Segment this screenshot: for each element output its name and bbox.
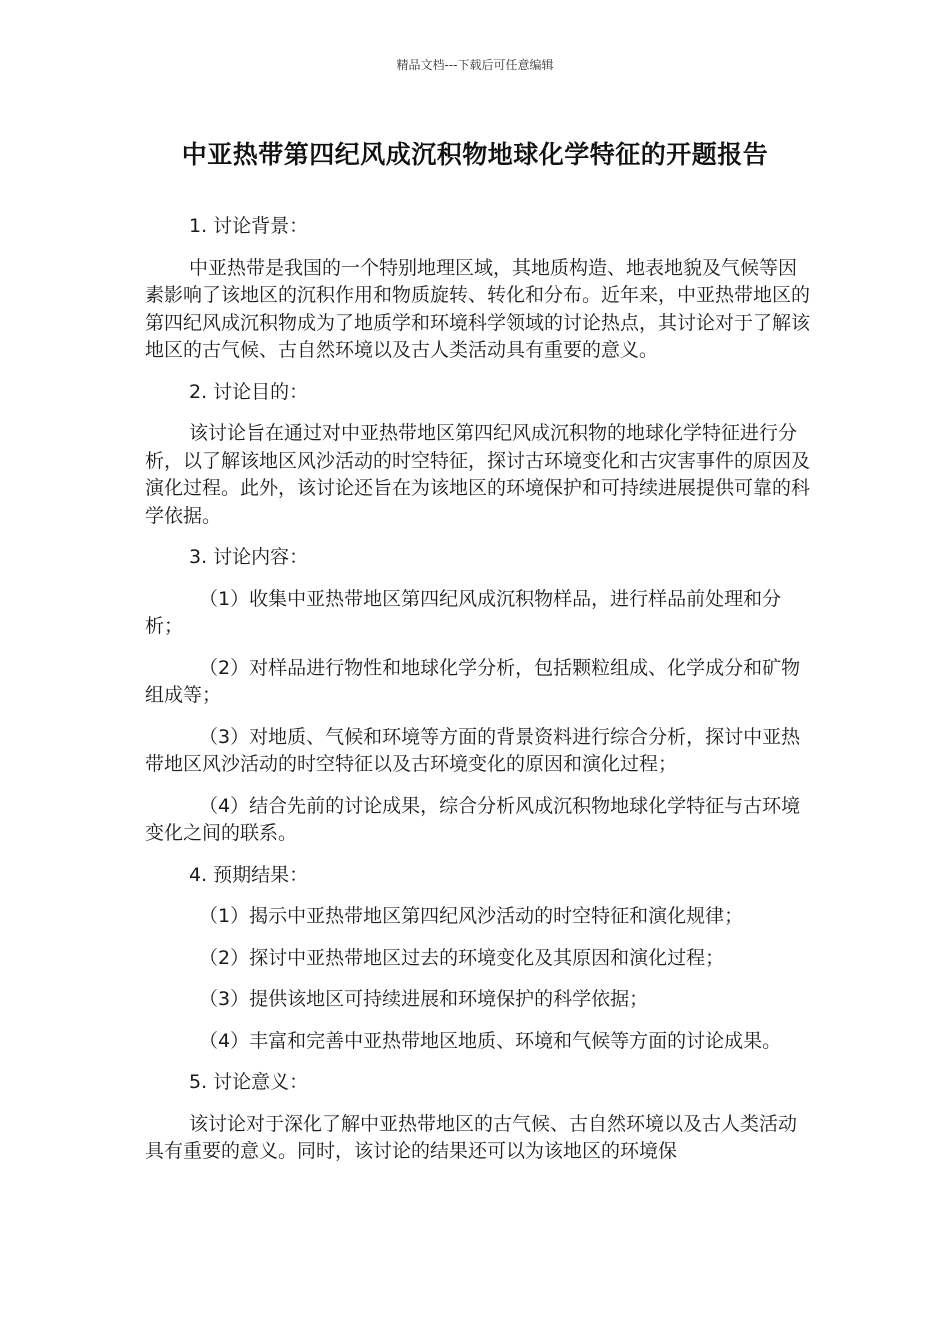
content-list-item: （3）对地质、气候和环境等方面的背景资料进行综合分析，探讨中亚热带地区风沙活动的时空特征以及古环境变化的原因和演化过程； [145,725,801,775]
section-paragraph-significance: 该讨论对于深化了解中亚热带地区的古气候、古自然环境以及古人类活动具有重要的意义。同时，该讨论的结果还可以为该地区的环境保 [145,1112,798,1162]
section-heading-background: 1. 讨论背景： [189,215,309,237]
document-title: 中亚热带第四纪风成沉积物地球化学特征的开题报告 [181,140,769,169]
document-body [145,213,815,1180]
section-paragraph-purpose: 该讨论旨在通过对中亚热带地区第四纪风成沉积物的地球化学特征进行分析，以了解该地区风沙活动的时空特征，探讨古环境变化和古灾害事件的原因及演化过程。此外，该讨论还旨在为该地区的环境保护和可持续进展提供可靠的科学依据。 [145,422,811,527]
content-list-item: （1）收集中亚热带地区第四纪风成沉积物样品，进行样品前处理和分析； [145,587,782,637]
content-list-item: （2）对样品进行物性和地球化学分析，包括颗粒组成、化学成分和矿物组成等； [145,656,801,706]
results-list-item: （2）探讨中亚热带地区过去的环境变化及其原因和演化过程； [199,946,725,969]
section-heading-significance: 5. 讨论意义： [189,1071,309,1093]
results-list-item: （4）丰富和完善中亚热带地区地质、环境和气候等方面的讨论成果。 [199,1029,782,1052]
results-list-item: （3）提供该地区可持续进展和环境保护的科学依据； [199,988,649,1010]
content-list-item: （4）结合先前的讨论成果，综合分析风成沉积物地球化学特征与古环境变化之间的联系。 [145,794,801,844]
section-paragraph-background: 中亚热带是我国的一个特别地理区域，其地质构造、地表地貌及气候等因素影响了该地区的沉积作用和物质旋转、转化和分布。近年来，中亚热带地区的第四纪风成沉积物成为了地质学和环境科学领域的讨论热点，其讨论对于了解该地区的古气候、古自然环境以及古人类活动具有重要的意义。 [145,256,811,361]
page-header: 精品文档---下载后可任意编辑 [396,58,554,72]
section-heading-content: 3. 讨论内容： [189,546,309,568]
section-heading-results: 4. 预期结果： [189,863,309,886]
results-list-item: （1）揭示中亚热带地区第四纪风沙活动的时空特征和演化规律； [199,905,744,927]
section-heading-purpose: 2. 讨论目的： [189,380,309,403]
